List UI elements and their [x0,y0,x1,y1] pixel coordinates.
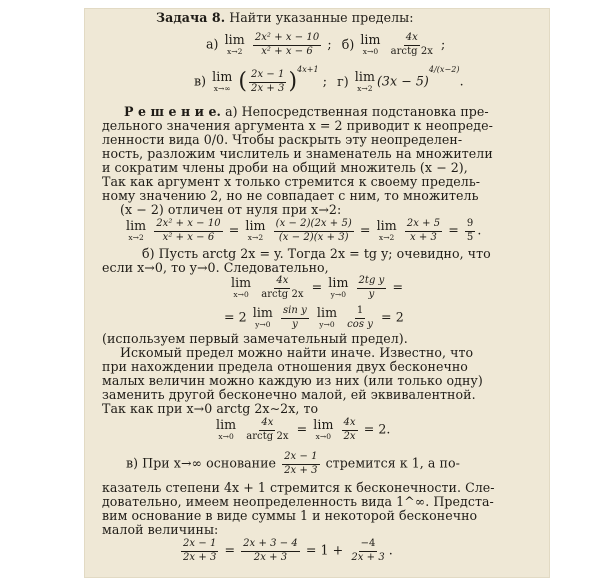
solution-line: ленности вида 0/0. Чтобы раскрыть эту неопределен- [102,132,463,147]
solution-heading: Р е ш е н и е. [124,104,221,119]
solution-line: Так как при x→0 arctg 2x∼2x, то [102,401,319,416]
limit-operator: lim x→2 [376,218,397,243]
fraction-c: $\frac{2x - 1}{2x + 3}$ [251,69,285,94]
solution-line: казатель степени 4x + 1 стремится к бесконечности. Сле- [102,480,495,495]
solution-line: ному значению 2, но не совпадает с ним, то множитель [102,188,479,203]
limit-operator: lim y→0 [328,275,349,300]
textbook-page [84,8,550,578]
fraction-b: $\frac{4x}{\text{arctg 2x}}$ [390,32,433,57]
solution-line: заменить другой бесконечно малой, ей эквивалентной. [102,387,476,402]
limit-operator: lim x→2 [126,218,147,243]
limit-operator: lim x→0 [231,275,252,300]
solution-line: вим основание в виде суммы 1 и некоторой бесконечно [102,508,478,523]
part-c-label: в) [194,73,207,89]
solution-line: ность, разложим числитель и знаменатель на множители [102,146,493,161]
limit-operator: lim x→0 [313,417,334,442]
task-statement: Найти указанные пределы: [229,10,414,25]
limit-operator: lim x→2 [224,32,245,57]
fraction-a: $\frac{\text{2x² + x − 10}}{\text{x² + x − 6}}$ [254,32,320,57]
part-b-label: б) [341,36,355,52]
problem-row-cd: в) lim x→∞ ( $\frac{2x - 1}{2x + 3}$ )$^{4x+1}$ ; г) lim x→2 $(3x - 5)^{4/(x-2)}$. [194,65,464,94]
problem-row-ab: а) lim x→2 $\frac{\text{2x² + x − 10}}{\text{x² + x − 6}}$ ; б) lim x→0 $\frac{4x}{\text{arctg 2x}}$ ; [206,32,446,57]
equation-a: lim x→2 $\frac{\text{2x² + x − 10}}{\text{x² + x − 6}}$ = lim x→2 $\frac{(x - 2)(2x + 5)}{(x - 2)(x + 3)}$ = lim x→2 $\frac{2x + 5}{x + 3}$ = $\frac{9}{5}$ . [126,218,482,243]
solution-line: дельного значения аргумента x = 2 приводит к неопреде- [102,118,493,133]
solution-line: (x − 2) отличен от нуля при x→2: [120,202,342,217]
solution-line: при нахождении предела отношения двух бесконечно [102,359,468,374]
limit-operator: lim x→0 [360,32,381,57]
limit-operator: lim x→2 [245,218,266,243]
solution-line: и сократим члены дроби на общий множитель (x − 2), [102,160,468,175]
exponent-d: 4/(x−2) [428,65,460,74]
solution-line: б) Пусть arctg 2x = y. Тогда 2x = tg y; очевидно, что [142,246,491,261]
task-heading [156,12,413,25]
solution-line: в) При x→∞ основание $\frac{2x - 1}{2x + 3}$ стремится к 1, а по- [126,451,460,476]
solution-line: (используем первый замечательный предел). [102,331,408,346]
solution-line: малых величин можно каждую из них (или только одну) [102,373,483,388]
solution-line: Р е ш е н и е. а) Непосредственная подстановка пре- [124,104,489,119]
part-d-label: г) [337,73,349,89]
equation-b-line1: lim x→0 $\frac{4x}{\text{arctg 2x}}$ = lim y→0 $\frac{\text{2tg y}}{y}$ = [231,275,404,300]
limit-operator: lim y→0 [316,305,338,330]
solution-line: довательно, имеем неопределенность вида 1^∞. Предста- [102,494,494,509]
limit-operator: lim x→0 [216,417,237,442]
exponent-c: 4x+1 [297,65,319,74]
equation-b-line2: = 2 lim y→0 $\frac{\text{sin y}}{y}$ lim y→0 $\frac{1}{\text{cos y}}$ = 2 [224,305,404,330]
solution-line: Искомый предел можно найти иначе. Известно, что [120,345,474,360]
task-title: Задача 8. [156,10,226,25]
solution-line: если x→0, то y→0. Следовательно, [102,260,329,275]
limit-operator: lim y→0 [252,305,273,330]
equation-b-alt: lim x→0 $\frac{4x}{\text{arctg 2x}}$ = lim x→0 $\frac{4x}{2x}$ = 2. [216,417,391,442]
solution-line: Так как аргумент x только стремится к своему предель- [102,174,481,189]
solution-line: малой величины: [102,522,219,537]
expression-d: (3x − 5) [376,73,429,89]
equation-c: $\frac{2x - 1}{2x + 3}$ = $\frac{2x + 3 - 4}{2x + 3}$ = 1 + $\frac{-4}{2x + 3}$ . [183,538,393,563]
part-a-label: а) [206,36,219,52]
limit-operator: lim x→2 [354,69,375,94]
limit-operator: lim x→∞ [212,69,233,94]
